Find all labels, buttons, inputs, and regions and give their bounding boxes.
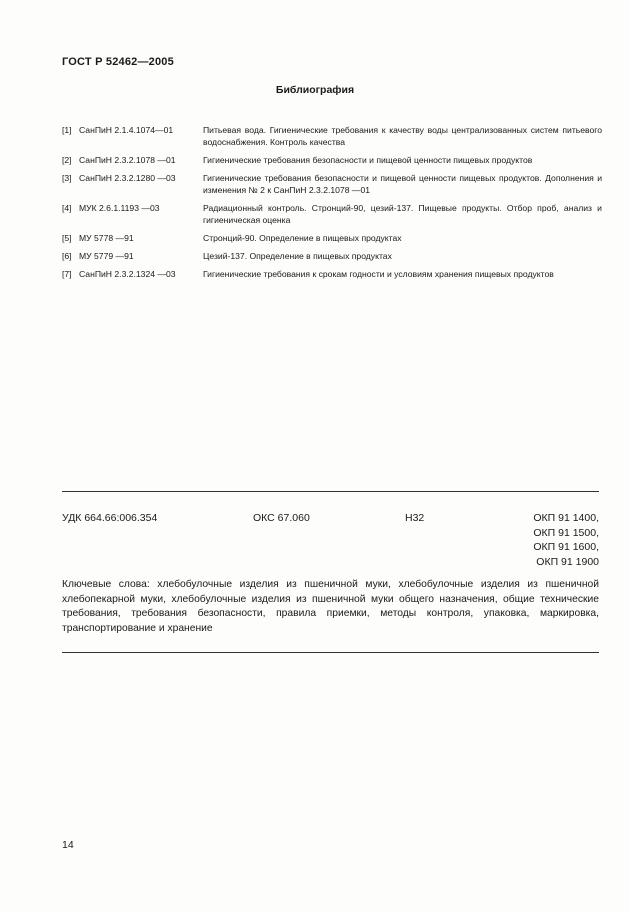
bibliography-entry: [62, 154, 602, 166]
okp-code: ОКП 91 1600,: [533, 541, 599, 553]
okp-code: ОКП 91 1900: [536, 555, 599, 568]
okp-codes: [533, 511, 599, 569]
entry-title: Питьевая вода. Гигиенические требования к качеству воды централизованных систем питьевого водоснабжения. Контроль качества: [203, 125, 602, 147]
bibliography-entry: [62, 268, 602, 280]
okp-code: ОКП 91 1400,: [533, 512, 599, 524]
bibliography-entry: [62, 232, 602, 244]
page-number: 14: [62, 839, 74, 851]
entry-title: Гигиенические требования к срокам годности и условиям хранения пищевых продуктов: [203, 269, 554, 279]
entry-number: [1]: [62, 125, 72, 135]
bibliography-entry: [62, 124, 602, 148]
top-divider: [62, 491, 599, 492]
bibliography-entry: [62, 172, 602, 196]
entry-title: Стронций-90. Определение в пищевых продуктах: [203, 233, 402, 243]
bibliography-list: [62, 124, 602, 286]
entry-source: СанПиН 2.3.2.1280 —03: [79, 173, 176, 183]
entry-number: [6]: [62, 251, 72, 261]
entry-number: [2]: [62, 155, 72, 165]
entry-title: Радиационный контроль. Стронций-90, цезий-137. Пищевые продукты. Отбор проб, анализ и гигиеническая оценка: [203, 203, 602, 225]
entry-source: СанПиН 2.1.4.1074—01: [79, 125, 174, 135]
udk-code: УДК 664.66:006.354: [62, 512, 158, 524]
okp-code: ОКП 91 1500,: [533, 526, 599, 539]
entry-title: Гигиенические требования безопасности и пищевой ценности пищевых продуктов. Дополнения и изменения № 2 к СанПиН 2.3.2.1078 —01: [203, 173, 602, 195]
entry-source: МУ 5778 —91: [79, 233, 134, 243]
entry-title: Цезий-137. Определение в пищевых продуктах: [203, 251, 392, 261]
entry-source: МУ 5779 —91: [79, 251, 134, 261]
bibliography-entry: [62, 250, 602, 262]
entry-number: [4]: [62, 203, 72, 213]
entry-title: Гигиенические требования безопасности и пищевой ценности пищевых продуктов: [203, 155, 533, 165]
keywords-paragraph: Ключевые слова: хлебобулочные изделия из пшеничной муки, хлебобулочные изделия из пшеничной хлебопекарной муки, хлебобулочные изделия из пшеничной муки общего назначения, общие технические требования, требования безопасности, правила приемки, методы контроля, упаковка, маркировка, транспортирование и хранение: [62, 579, 599, 634]
entry-number: [5]: [62, 233, 72, 243]
entry-source: СанПиН 2.3.2.1324 —03: [79, 269, 176, 279]
bottom-divider: [62, 652, 599, 653]
group-code: Н32: [405, 512, 425, 524]
document-code: ГОСТ Р 52462—2005: [62, 56, 174, 68]
entry-number: [3]: [62, 173, 72, 183]
entry-number: [7]: [62, 269, 72, 279]
entry-source: СанПиН 2.3.2.1078 —01: [79, 155, 176, 165]
bibliography-title: Библиография: [275, 84, 355, 96]
entry-source: МУК 2.6.1.1193 —03: [79, 203, 160, 213]
oks-code: ОКС 67.060: [253, 512, 310, 524]
bibliography-entry: [62, 202, 602, 226]
